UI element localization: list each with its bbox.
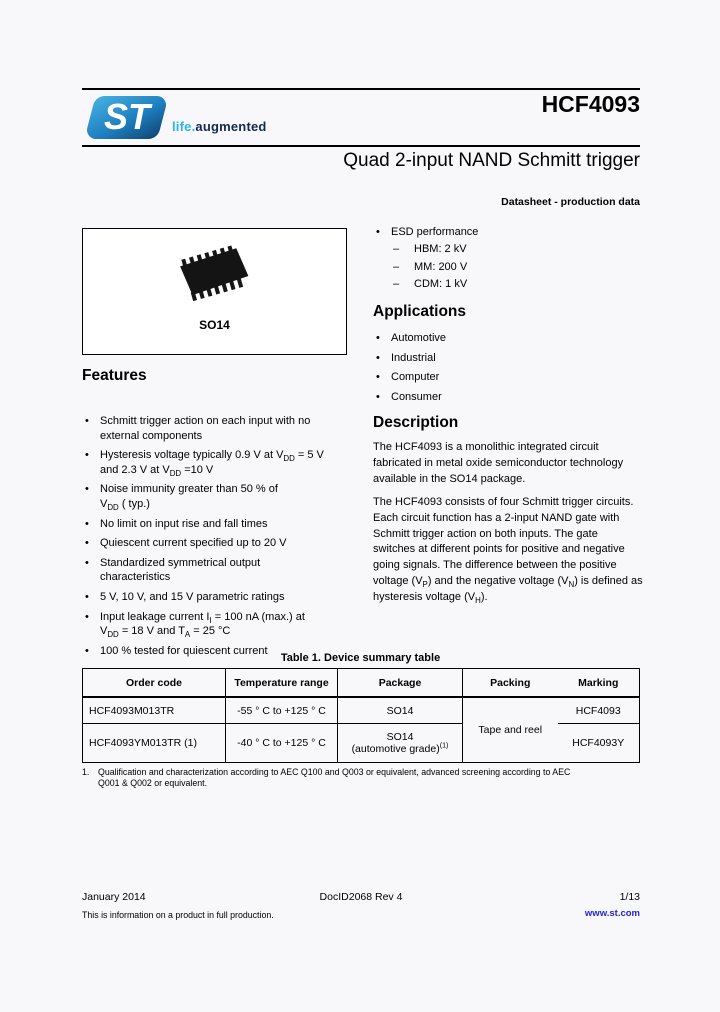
- application-item: • Consumer: [373, 392, 643, 403]
- features-section: [82, 367, 364, 663]
- description-paragraph: The HCF4093 consists of four Schmitt trigger circuits. Each circuit function has a 2-input NAND gate with Schmitt trigger action on both inputs. The gate switches at different points for positive and negative going signals. The difference between the positive voltage $(V_P)$ and the negative voltage $(V_N)$ is defined as hysteresis voltage $(V_H)$.: [373, 496, 643, 605]
- cell-order-code: HCF4093YM013TR (1): [83, 724, 226, 763]
- feature-item: • Input leakage current $I_I = 100$ nA (max.) at $V_{DD} = 18$ V and $T_A = 25$ °C: [82, 610, 364, 639]
- right-column: [373, 224, 643, 605]
- svg-text:ST: ST: [103, 96, 151, 137]
- header-rule-top: [82, 88, 640, 90]
- table-row: [83, 697, 640, 724]
- features-heading: Features: [82, 367, 147, 384]
- col-header-marking: Marking: [558, 669, 640, 698]
- footnote-number: 1.: [82, 767, 90, 777]
- feature-item: • No limit on input rise and fall times: [82, 517, 364, 532]
- application-item: • Computer: [373, 372, 643, 383]
- footer-page-number: 1/13: [619, 891, 640, 903]
- feature-item: • Schmitt trigger action on each input with no external components: [82, 414, 364, 443]
- package-label: SO14: [199, 318, 230, 332]
- cell-packing: Tape and reel: [463, 697, 558, 763]
- col-header-temperature-range: Temperature range: [226, 669, 338, 698]
- description-paragraph: The HCF4093 is a monolithic integrated circuit fabricated in metal oxide semiconductor technology available in the SO14 package.: [373, 441, 624, 485]
- footer-doc-ref: DocID2068 Rev 4: [319, 891, 403, 903]
- feature-item: • 100 % tested for quiescent current: [82, 644, 364, 659]
- feature-item: • Hysteresis voltage typically 0.9 V at $V_{DD} = 5$ V and 2.3 V at $V_{DD} =10$ V: [82, 448, 364, 477]
- feature-item: • 5 V, 10 V, and 15 V parametric ratings: [82, 590, 364, 605]
- cell-package: SO14 (automotive grade)$^{(1)}$: [338, 724, 463, 763]
- device-summary-table: [82, 668, 640, 763]
- st-website-link[interactable]: www.st.com: [584, 908, 640, 919]
- cell-order-code: HCF4093M013TR: [83, 697, 226, 724]
- feature-item: • Quiescent current specified up to 20 V: [82, 536, 364, 551]
- part-number-title: HCF4093: [541, 91, 640, 117]
- package-image-box: [82, 228, 347, 355]
- col-header-package: Package: [338, 669, 463, 698]
- col-header-packing: Packing: [463, 669, 558, 698]
- esd-item: – CDM: 1 kV: [373, 276, 643, 293]
- application-item: • Automotive: [373, 333, 643, 344]
- footnote-text: Qualification and characterization according to AEC Q100 and Q003 or equivalent, advanced screening according to AEC Q001 & Q002 or equivalent.: [98, 767, 571, 788]
- production-note: This is information on a product in full production.: [82, 910, 274, 920]
- so14-package-icon: [150, 239, 280, 311]
- cell-marking: HCF4093Y: [558, 724, 640, 763]
- applications-heading: Applications: [373, 303, 467, 321]
- header-rule-bottom: [82, 145, 640, 147]
- tagline-life: life.: [172, 119, 196, 134]
- logo-tagline: [172, 119, 267, 134]
- esd-item: – HBM: 2 kV: [373, 241, 643, 258]
- tagline-augmented: augmented: [195, 119, 267, 134]
- col-header-order-code: Order code: [83, 669, 226, 698]
- feature-item: • Standardized symmetrical output characteristics: [82, 556, 364, 585]
- device-summary-section: [82, 652, 639, 788]
- page-subtitle: Quad 2-input NAND Schmitt trigger: [343, 150, 640, 171]
- table-footnote: [82, 767, 639, 788]
- st-logo: [84, 95, 344, 145]
- st-logo-icon: [84, 95, 168, 142]
- cell-marking: HCF4093: [558, 697, 640, 724]
- feature-item: • Noise immunity greater than 50 % of $V_{DD}$ ( typ.): [82, 482, 364, 511]
- cell-temp-range: -55 ° C to +125 ° C: [226, 697, 338, 724]
- esd-heading-item: • ESD performance: [373, 224, 643, 241]
- table-caption: Table 1. Device summary table: [280, 652, 441, 664]
- description-heading: Description: [373, 414, 459, 432]
- doc-type-label: Datasheet - production data: [501, 196, 640, 208]
- esd-list: [373, 224, 643, 293]
- cell-temp-range: -40 ° C to +125 ° C: [226, 724, 338, 763]
- cell-package: SO14: [338, 697, 463, 724]
- table-header-row: [83, 669, 640, 698]
- application-item: • Industrial: [373, 353, 643, 364]
- applications-list: [373, 333, 643, 403]
- footer-date: January 2014: [82, 891, 146, 903]
- features-list: [82, 414, 364, 658]
- esd-item: – MM: 200 V: [373, 259, 643, 276]
